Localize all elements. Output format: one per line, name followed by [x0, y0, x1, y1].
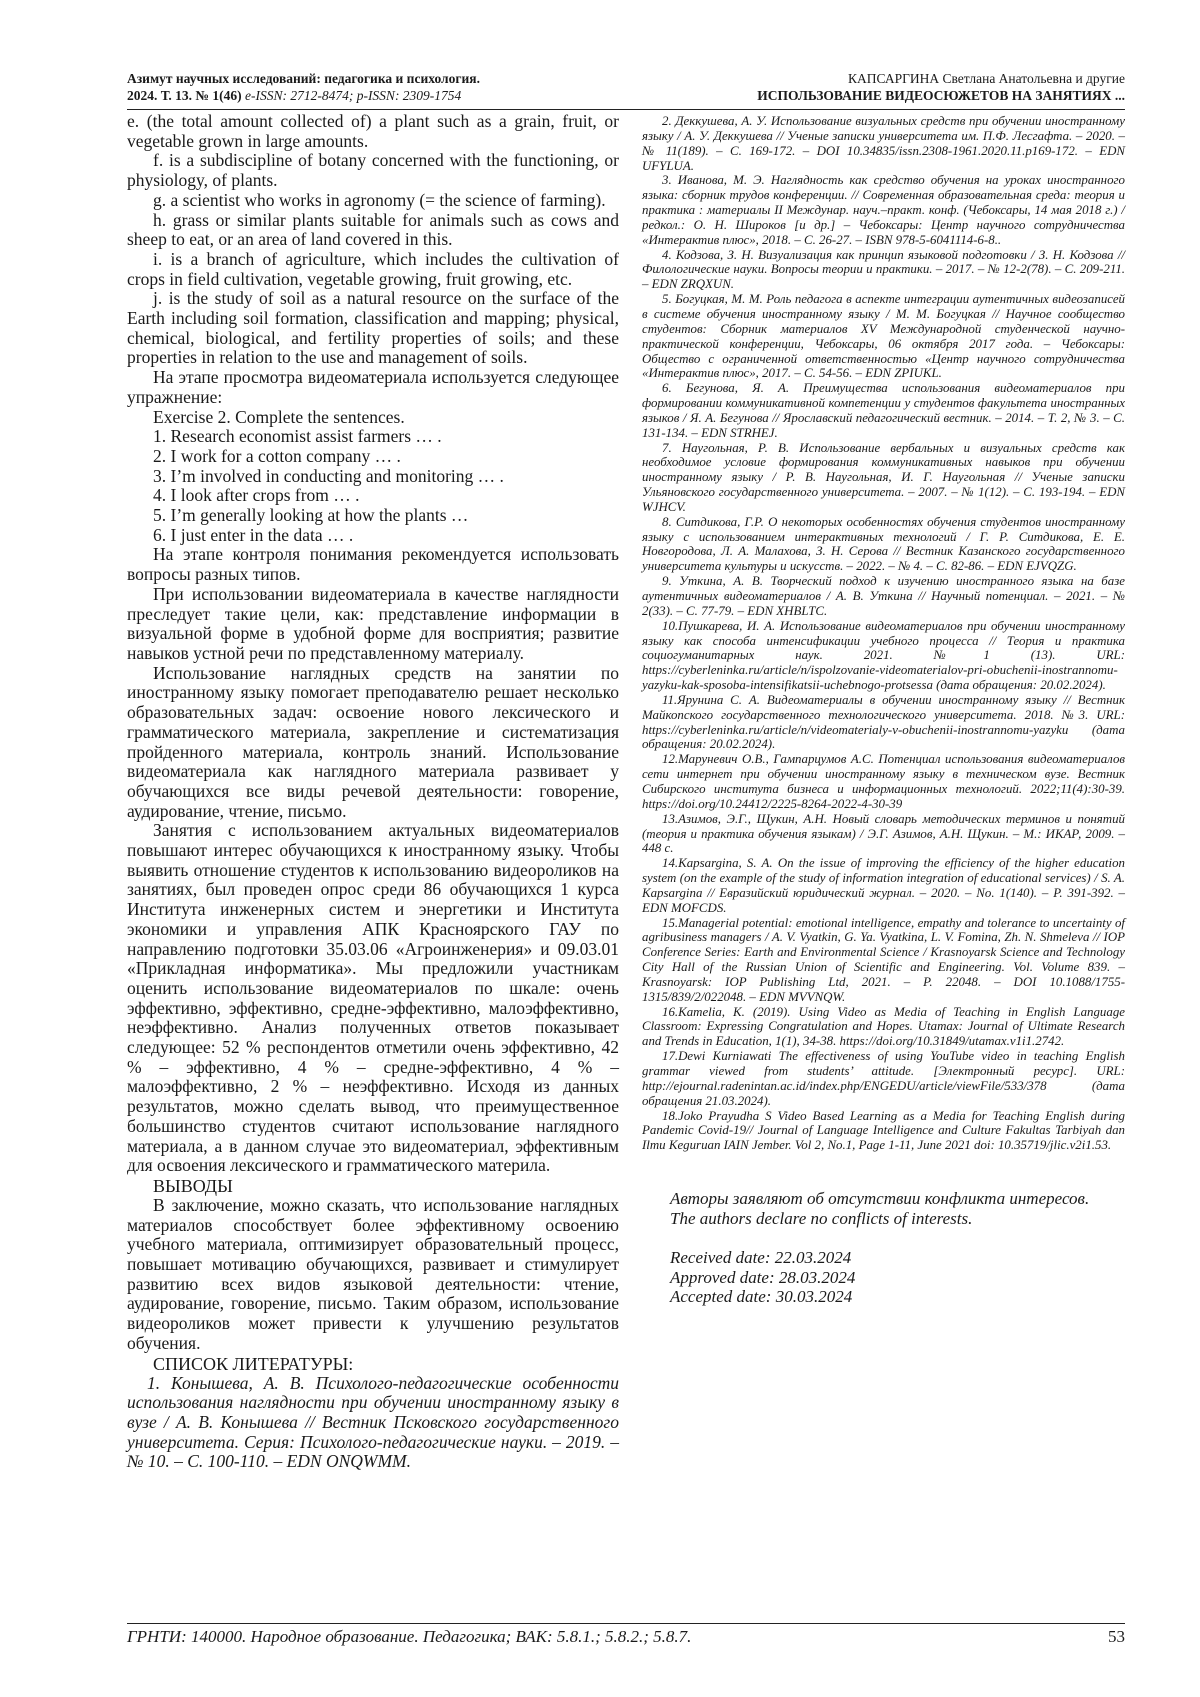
exercise-item: 3. I’m involved in conducting and monitoring … . — [153, 465, 504, 486]
reference-item: 2. Деккушева, А. У. Использование визуальных средств при обучении иностранному языку / А. У. Деккушева // Ученые записки университета им. П.Ф. Лесгафта. – 2020. – № 11(189). – С. 169-172. – DOI 10.34835/issn.2308-1961.2020.11.p169-172. – EDN UFYLUA. — [642, 114, 1125, 173]
conflict-ru: Авторы заявляют об отсутствии конфликта интересов. — [670, 1189, 1090, 1209]
exercise-item: 2. I work for a cotton company … . — [153, 445, 401, 466]
exercise-item: 1. Research economist assist farmers … . — [153, 426, 442, 447]
viewing-intro: На этапе просмотра видеоматериала используется следующее упражнение: — [127, 367, 619, 407]
journal-page — [127, 70, 1125, 1670]
reference-item: 6. Бегунова, Я. А. Преимущества использования видеоматериалов при формировании коммуникативной компетенции у студентов факультета иностранных языков / Я. А. Бегунова // Ярославский педагогический вестник. – 2014. – Т. 2, № 3. – С. 131-134. – EDN STRHEJ. — [642, 381, 1125, 440]
reference-item: 18.Joko Prayudha S Video Based Learning as a Media for Teaching English during Pandemic Covid-19// Journal of Language Intelligence and Culture Fakultas Tarbiyah dan Ilmu Keguruan IAIN Jember. Vol 2, No.1, Page 1-11, June 2021 doi: 10.35719/jlic.v2i1.53. — [642, 1108, 1125, 1153]
journal-title: Азимут научных исследований: педагогика и психология. — [127, 71, 480, 86]
exercise-item: 6. I just enter in the data … . — [153, 524, 354, 545]
footer-rule — [127, 1623, 1125, 1624]
reference-item: 7. Наугольная, Р. В. Использование вербальных и визуальных средств как необходимое условие формирования коммуникативных навыков при обучении иностранному языку / Р. В. Наугольная, И. Г. Наугольная // Ученые записки Ульяновского государственного университета. – 2007. – № 1(12). – С. 193-194. – EDN WJHCV. — [642, 440, 1125, 514]
reference-item: 5. Богуцкая, М. М. Роль педагога в аспекте интеграции аутентичных видеозаписей в системе обучения иностранному языку / М. М. Богуцкая // Научное сообщество студентов: Сборник материалов XV Международной студенческой научно-практической конференции, Чебоксары, 06 октября 2017 года. – Чебоксары: Общество с ограниченной ответственностью «Центр научного сотрудничества «Интерактив плюс», 2017. – С. 54-56. – EDN ZPIUKL. — [642, 292, 1125, 381]
reference-item: 14.Kapsargina, S. A. On the issue of improving the efficiency of the higher education system (on the example of the study of information integration of educational services) / S. A. Kapsargina // Евразийский юридический журнал. – 2020. – No. 1(140). – P. 391-392. – EDN MOFCDS. — [642, 856, 1125, 915]
references-heading: СПИСОК ЛИТЕРАТУРЫ: — [153, 1353, 354, 1374]
reference-item: 3. Иванова, М. Э. Наглядность как средство обучения на уроках иностранного языка: сборник трудов конференции. // Современная образовательная среда: теория и практика : материалы II Междунар. науч.–практ. конф. (Чебоксары, 14 мая 2018 г.) / редкол.: О. Н. Широков [и др.] – Чебоксары: Центр научного сотрудничества «Интерактив плюс», 2018. – С. 26-27. – ISBN 978-5-6041114-6-8.. — [642, 173, 1125, 247]
received-date: Received date: 22.03.2024 — [670, 1248, 852, 1268]
glossary-item: e. (the total amount collected of) a plant such as a grain, fruit, or vegetable grown in large amounts. — [127, 111, 619, 151]
journal-info — [127, 70, 647, 104]
exercise-item: 4. I look after crops from … . — [153, 485, 360, 506]
body-paragraph: Занятия с использованием актуальных видеоматериалов повышают интерес обучающихся к иностранному языку. Чтобы выявить отношение студентов к использованию видеороликов на занятиях, был проведен опрос среди 86 обучающихся 1 курса Института инженерных систем и энергетики и Института экономики и управления АПК Красноярского ГАУ по направлению подготовки 35.03.06 «Агроинженерия» и 09.03.01 «Прикладная информатика». Мы предложили участникам оценить использование видеоматериалов по шкале: очень эффективно, эффективно, средне-эффективно, малоэффективно, неэффективно. Анализ полученных ответов показывает следующее: 52 % респондентов отметили очень эффективно, 42 % – эффективно, 4 % – средне-эффективно, 4 % – малоэффективно, 2 % – неэффективно. Исходя из данных результатов, можно сделать вывод, что преимущественное большинство студентов считают использование наглядного материала, а в данном случае это видеоматериал, эффективным для освоения лексического и грамматического материла. — [127, 820, 619, 1176]
exercise-item: 5. I’m generally looking at how the plants … — [153, 505, 469, 526]
glossary-item: i. is a branch of agriculture, which includes the cultivation of crops in field cultivation, vegetable growing, fruit growing, etc. — [127, 248, 619, 289]
reference-item: 10.Пушкарева, И. А. Использование видеоматериалов при обучении иностранному языку как способа интенсификации учебного процесса // Теория и практика социогуманитарных наук. 2021. №1 (13). URL: https://cyberleninka.ru/article/n/ispolzovanie-videomaterialov-pri-obuchenii-inostrannomu-yazyku-kak-sposoba-intensifikatsii-uchebnogo-protsessa (дата обращения: 20.02.2024). — [642, 618, 1125, 693]
glossary-item: g. a scientist who works in agronomy (= the science of farming). — [153, 189, 606, 210]
article-info — [655, 70, 1125, 104]
right-column — [642, 114, 1125, 1307]
header-rule — [127, 109, 1125, 110]
conflict-en: The authors declare no conflicts of interests. — [670, 1208, 973, 1228]
reference-item: 13.Азимов, Э.Г., Щукин, А.Н. Новый словарь методических терминов и понятий (теория и практика обучения языкам) / Э.Г. Азимов, А.Н. Щукин. – М.: ИКАР, 2009. – 448 с. — [642, 811, 1125, 856]
running-footer — [127, 1627, 1125, 1647]
conflict-statement — [642, 1189, 1125, 1228]
article-title: ИСПОЛЬЗОВАНИЕ ВИДЕОСЮЖЕТОВ НА ЗАНЯТИЯХ ... — [757, 88, 1125, 103]
accepted-date: Accepted date: 30.03.2024 — [670, 1287, 853, 1307]
page-number: 53 — [1108, 1627, 1125, 1646]
conclusions-heading: ВЫВОДЫ — [153, 1175, 233, 1196]
conclusions-paragraph: В заключение, можно сказать, что использование наглядных материалов способствует более эффективному освоению учебного материала, оптимизирует образовательный процесс, повышает мотивацию обучающихся, развивает и стимулирует развитию всех видов языковой деятельности: чтение, аудирование, говорение, письмо. Таким образом, использование видеороликов может привести к улучшению результатов обучения. — [127, 1194, 619, 1353]
reference-item: 9. Уткина, А. В. Творческий подход к изучению иностранного языка на базе аутентичных видеоматериалов / А. В. Уткина // Научный потенциал. – 2021. – № 2(33). – С. 77-79. – EDN XHBLTC. — [642, 574, 1125, 618]
approved-date: Approved date: 28.03.2024 — [670, 1267, 856, 1287]
journal-issn: e-ISSN: 2712-8474; p-ISSN: 2309-1754 — [241, 88, 462, 103]
article-dates — [642, 1248, 1125, 1307]
reference-item: 11.Ярунина С. А. Видеоматериалы в обучении иностранному языку // Вестник Майкопского государственного технологического университета. 2018. №3. URL: https://cyberleninka.ru/article/n/videomaterialy-v-obuchenii-inostrannomu-yazyku (дата обращения: 20.02.2024). — [642, 692, 1125, 752]
body-paragraph: При использовании видеоматериала в качестве наглядности преследует такие цели, как: представление информации в визуальной форме в удобной форме для восприятия; развитие навыков устной речи по представленному материалу. — [127, 583, 619, 663]
glossary-item: f. is a subdiscipline of botany concerned with the functioning, or physiology, of plants. — [127, 150, 619, 191]
running-header — [127, 70, 1125, 110]
journal-volume: 2024. Т. 13. № 1(46) — [127, 88, 242, 103]
glossary-item: h. grass or similar plants suitable for animals such as cows and sheep to eat, or an area of land covered in this. — [127, 209, 619, 250]
reference-item: 12.Маруневич О.В., Гампарцумов А.С. Потенциал использования видеоматериалов сети интернет при обучении иностранному языку в техническом вузе. Вестник Сибирского института бизнеса и информационных технологий. 2022;11(4):30-39. https://doi.org/10.24412/2225-8264-2022-4-30-39 — [642, 752, 1125, 811]
exercise-title: Exercise 2. Complete the sentences. — [153, 406, 405, 427]
left-column — [127, 112, 619, 1472]
reference-item: 15.Managerial potential: emotional intelligence, empathy and tolerance to uncertainty of agribusiness managers / A. V. Vyatkin, G. Ya. Vyatkina, L. V. Fomina, Zh. N. Shmeleva // IOP Conference Series: Earth and Environmental Science / Krasnoyarsk Science and Technology City Hall of the Russian Union of Scientific and Engineering. Vol. Volume 839. – Krasnoyarsk: IOP Publishing Ltd, 2021. – P. 22048. – DOI 10.1088/1755-1315/839/2/022048. – EDN MVVNQW. — [642, 915, 1125, 1004]
reference-item: 16.Kamelia, K. (2019). Using Video as Media of Teaching in English Language Classroom: Expressing Congratulation and Hopes. Utamax: Journal of Ultimate Research and Trends in Education, 1(1), 34-38. https://doi.org/10.31849/utamax.v1i1.2742. — [642, 1004, 1125, 1049]
article-authors: КАПСАРГИНА Светлана Анатольевна и другие — [847, 71, 1125, 86]
reference-item: 17.Dewi Kurniawati The effectiveness of using YouTube video in teaching English grammar viewed from students’ attitude. [Электронный ресурс]. URL: http://ejournal.radenintan.ac.id/index.php/ENGEDU/article/viewFile/533/378 (дата обращения 21.03.2024). — [642, 1049, 1125, 1108]
classification-codes: ГРНТИ: 140000. Народное образование. Педагогика; ВАК: 5.8.1.; 5.8.2.; 5.8.7. — [127, 1627, 692, 1646]
body-paragraph: На этапе контроля понимания рекомендуется использовать вопросы разных типов. — [127, 544, 619, 585]
reference-item: 8. Ситдикова, Г.Р. О некоторых особенностях обучения студентов иностранному языку с использованием интерактивных технологий / Г. Р. Ситдикова, Е. Е. Новгородова, Л. А. Малахова, З. Н. Серова // Вестник Казанского государственного университета культуры и искусств. – 2022. – № 4. – С. 82-86. – EDN EJVQZG. — [642, 514, 1125, 574]
body-paragraph: Использование наглядных средств на занятии по иностранному языку помогает преподавателю решает несколько образовательных задач: освоение нового лексического и грамматического материала, закрепление и систематизация пройденного материала, контроль знаний. Использование видеоматериала как наглядного материала развивает у обучающихся все виды речевой деятельности: говорение, аудирование, чтение, письмо. — [127, 662, 619, 821]
glossary-item: j. is the study of soil as a natural resource on the surface of the Earth including soil formation, classification and mapping; physical, chemical, biological, and fertility properties of soils; and these properties in relation to the use and management of soils. — [127, 288, 619, 368]
reference-item: 1. Конышева, А. В. Психолого-педагогические особенности использования наглядности при обучении иностранному языку в вузе / А. В. Конышева // Вестник Псковского государственного университета. Серия: Психолого-педагогические науки. – 2019. – № 10. – С. 100-110. – EDN ONQWMM. — [127, 1372, 619, 1472]
reference-item: 4. Кодзова, З. Н. Визуализация как принцип языковой подготовки / З. Н. Кодзова // Филологические науки. Вопросы теории и практики. – 2017. – № 12-2(78). – С. 209-211. – EDN ZRQXUN. — [642, 247, 1125, 292]
